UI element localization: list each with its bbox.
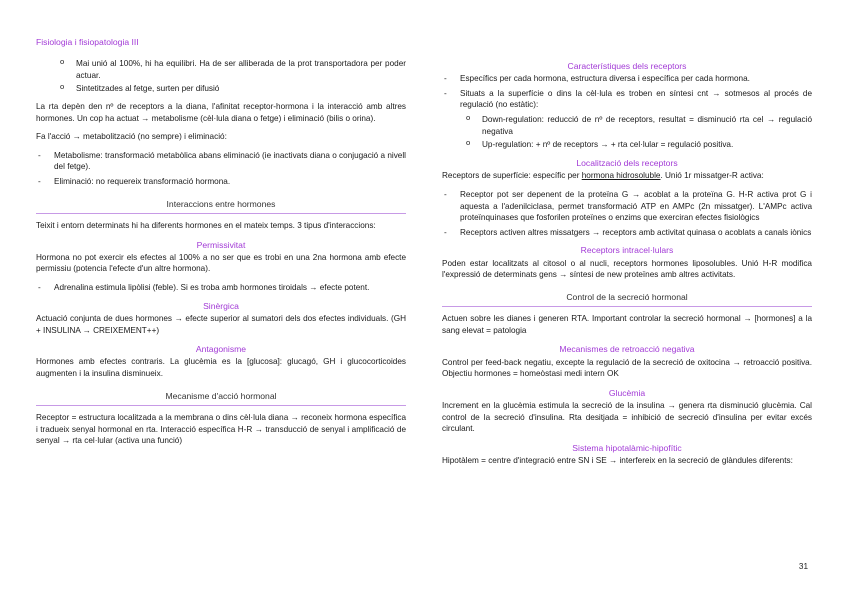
regulation-list [442, 114, 812, 151]
list-item: o Sintetitzades al fetge, surten per difusió [36, 83, 406, 95]
paragraph-receptor: Receptor = estructura localitzada a la membrana o dins cèl·lula diana → reconeix hormona específica i tradueix senyal hormonal en rta. Interacció específica H-R → transducció de senyal i amplificació de senyal → rta cel·lular (activa una funció) [36, 412, 406, 446]
caracteristiques-list [442, 73, 812, 111]
list-item: - Situats a la superfície o dins la cèl·lula es troben en síntesi cnt → sotmesos al procés de regulació (no estàtic): [442, 88, 812, 111]
subtitle-retroaccio: Mecanismes de retroacció negativa [559, 344, 695, 355]
list-item: o Down-regulation: reducció de nº de receptors, resultat = disminució rta cel → regulació negativa [442, 114, 812, 137]
text-span: Receptors de superfície: específic per [442, 171, 582, 181]
list-item: - Adrenalina estimula lipòlisi (feble). Si es troba amb hormones tiroidals → efecte potent. [36, 282, 406, 294]
paragraph-glucemia: Increment en la glucèmia estimula la secreció de la insulina → genera rta disminució glucèmia. Cal control de la secreció d'insulina. Rta desitjada = inhibició de secreció d'insulina per evitar excés circulant. [442, 401, 812, 434]
subtitle-sinergica: Sinèrgica [203, 300, 239, 311]
metabolism-list [36, 150, 406, 188]
subtitle-hipotalamic: Sistema hipotalàmic-hipofític [572, 443, 682, 454]
paragraph-control: Actuen sobre les dianes i generen RTA. Important controlar la secreció hormonal → [hormones] a la sang elevat = patologia [442, 314, 812, 335]
list-item: - Metabolisme: transformació metabòlica abans eliminació (ie inactivats diana o conjugació a nivell del fetge). [36, 150, 406, 173]
subtitle-glucemia: Glucèmia [608, 387, 646, 398]
section-title-mecanisme: Mecanisme d'acció hormonal [36, 390, 406, 406]
section-title-interaccions: Interaccions entre hormones [36, 198, 406, 214]
section-title-control: Control de la secreció hormonal [442, 291, 812, 307]
paragraph-accio: Fa l'acció → metabolització (no sempre) i eliminació: [36, 132, 227, 142]
subtitle-localitzacio: Localització dels receptors [576, 158, 678, 169]
subtitle-permissivitat: Permissivitat [196, 239, 246, 250]
list-item: - Específics per cada hormona, estructura diversa i específica per cada hormona. [442, 73, 812, 85]
paragraph-hipotalamic: Hipotàlem = centre d'integració entre SN i SE → interfereix en la secreció de glàndules diferents: [442, 456, 793, 466]
right-column [442, 60, 812, 474]
paragraph-localitzacio [442, 170, 812, 182]
paragraph-interaccions: Teixit i entorn determinats hi ha diferents hormones en el mateix temps. 3 tipus d'interaccions: [36, 220, 376, 230]
list-item: o Mai unió al 100%, hi ha equilibri. Ha de ser alliberada de la prot transportadora per poder actuar. [36, 58, 406, 81]
list-item: - Receptor pot ser depenent de la proteïna G → acoblat a la proteïna G. H-R activa prot G i aquesta a l'adenilciclasa, permet transformació ATP en AMPc (2n missatger). L'AMPc activa proteïnquinases que fosforilen proteïnes o enzims que exerciran efectes fisiològics [442, 189, 812, 224]
paragraph-rta: La rta depèn den nº de receptors a la diana, l'afinitat receptor-hormona i la interacció amb altres hormones. Un cop ha actuat → metabolisme (cèl·lula diana o fetge) i eliminació (bilis o orina). [36, 101, 406, 123]
paragraph-sinergica: Actuació conjunta de dues hormones → efecte superior al sumatori dels dos efectes individuals. (GH + INSULINA → CREIXEMENT++) [36, 313, 406, 335]
top-bullet-list [36, 58, 406, 95]
subtitle-intracel: Receptors intracel·lulars [580, 245, 674, 256]
list-item: - Eliminació: no requereix transformació hormona. [36, 176, 406, 188]
page-header-title: Fisiologia i fisiopatologia III [36, 37, 139, 47]
permissivitat-list [36, 282, 406, 294]
text-span: . Unió 1r missatger-R activa: [660, 171, 764, 181]
list-item: o Up-regulation: + nº de receptors → + rta cel·lular = regulació positiva. [442, 139, 812, 151]
paragraph-antagonisme: Hormones amb efectes contraris. La glucèmia es la [glucosa]: glucagó, GH i glucocorticoides augmenten i la insulina disminueix. [36, 357, 406, 379]
localitzacio-list [442, 189, 812, 239]
subtitle-antagonisme: Antagonisme [195, 344, 247, 355]
paragraph-intracel: Poden estar localitzats al citosol o al nucli, receptors hormones liposolubles. Unió H-R modifica l'expressió de determinats gens → síntesi de new proteïnes amb altres activitats. [442, 258, 812, 280]
left-column [36, 58, 406, 454]
underlined-term: hormona hidrosoluble [581, 171, 661, 181]
page-number: 31 [798, 562, 808, 572]
paragraph-permissivitat: Hormona no pot exercir els efectes al 100% a no ser que es trobi en una 2na hormona amb efecte permissiu (potencia l'efecte d'un altre hormona). [36, 252, 406, 274]
subtitle-caracteristiques: Característiques dels receptors [567, 61, 687, 71]
paragraph-retroaccio: Control per feed-back negatiu, excepte la regulació de la secreció de oxitocina → retroacció positiva. Objectiu hormones = homeòstasi medi intern OK [442, 357, 812, 379]
list-item: - Receptors activen altres missatgers → receptors amb activitat quinasa o acoblats a canals iònics [442, 227, 812, 239]
